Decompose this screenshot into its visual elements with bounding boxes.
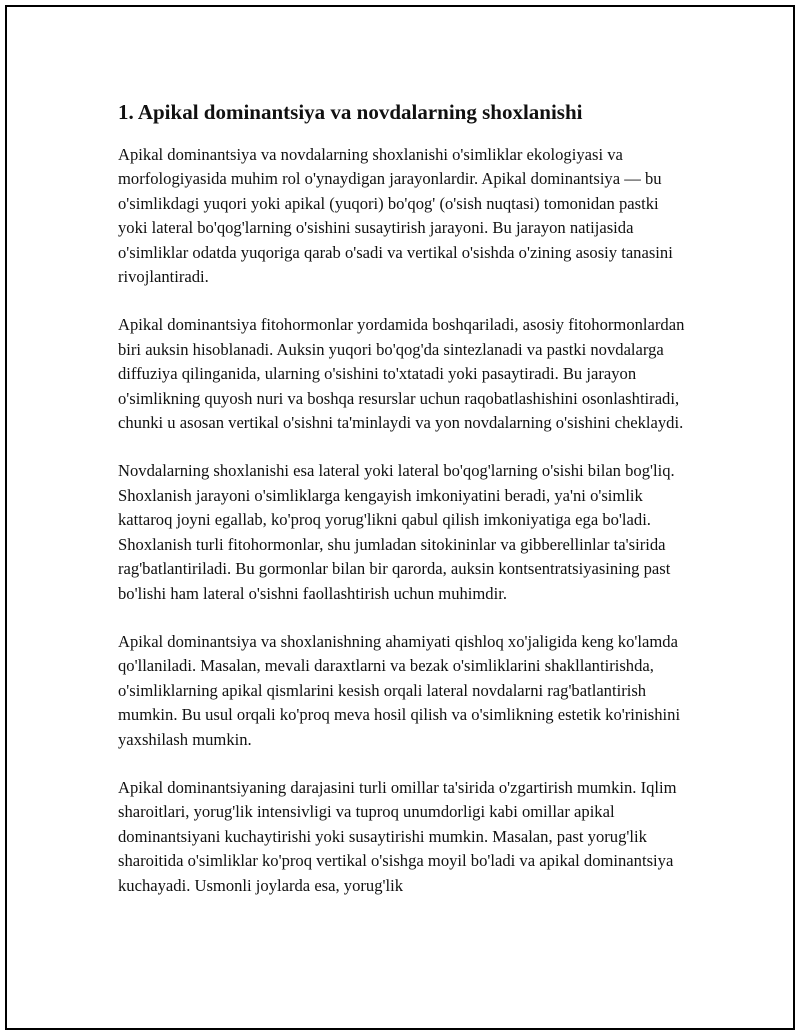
paragraph-3: Novdalarning shoxlanishi esa lateral yoki lateral bo'qog'larning o'sishi bilan bog'liq. Shoxlanish jarayoni o'simliklarga kengayish imkoniyatini beradi, ya'ni o'simlik kattaroq joyni egallab, ko'proq yorug'likni qabul qilish imkoniyatiga ega bo'ladi. Shoxlanish turli fitohormonlar, shu jumladan sitokininlar va gibberellinlar ta'sirida rag'batlantiriladi. Bu gormonlar bilan bir qarorda, auksin kontsentratsiyasining past bo'lishi ham lateral o'sishni faollashtirish uchun muhimdir.: [118, 461, 675, 603]
paragraph-5: Apikal dominantsiyaning darajasini turli omillar ta'sirida o'zgartirish mumkin. Iqlim sharoitlari, yorug'lik intensivligi va tuproq unumdorligi kabi omillar apikal dominantsiyani kuchaytirishi yoki susaytirishi mumkin. Masalan, past yorug'lik sharoitida o'simliklar ko'proq vertikal o'sishga moyil bo'ladi va apikal dominantsiya kuchayadi. Usmonli joylarda esa, yorug'lik: [118, 777, 677, 895]
paragraph-2: Apikal dominantsiya fitohormonlar yordamida boshqariladi, asosiy fitohormonlardan biri auksin hisoblanadi. Auksin yuqori bo'qog'da sintezlanadi va pastki novdalarga diffuziya qilinganida, ularning o'sishini to'xtatadi yoki pasaytiradi. Bu jarayon o'simlikning quyosh nuri va boshqa resurslar uchun raqobatlashishini osonlashtiradi, chunki u asosan vertikal o'sishni ta'minlaydi va yon novdalarning o'sishini cheklaydi.: [118, 315, 685, 433]
section-heading: 1. Apikal dominantsiya va novdalarning shoxlanishi: [118, 100, 583, 124]
document-content: [118, 99, 686, 922]
document-page: [5, 5, 795, 1030]
paragraph-4: Apikal dominantsiya va shoxlanishning ahamiyati qishloq xo'jaligida keng ko'lamda qo'llaniladi. Masalan, mevali daraxtlarni va bezak o'simliklarini shakllantirishda, o'simliklarning apikal qismlarini kesish orqali lateral novdalarni rag'batlantirish mumkin. Bu usul orqali ko'proq meva hosil qilish va o'simlikning estetik ko'rinishini yaxshilash mumkin.: [118, 631, 681, 749]
paragraph-1: Apikal dominantsiya va novdalarning shoxlanishi o'simliklar ekologiyasi va morfologiyasida muhim rol o'ynaydigan jarayonlardir. Apikal dominantsiya — bu o'simlikdagi yuqori yoki apikal (yuqori) bo'qog' (o'sish nuqtasi) tomonidan pastki yoki lateral bo'qog'larning o'sishini susaytirish jarayoni. Bu jarayon natijasida o'simliklar odatda yuqoriga qarab o'sadi va vertikal o'sishda o'zining asosiy tanasini rivojlantiradi.: [118, 145, 673, 287]
